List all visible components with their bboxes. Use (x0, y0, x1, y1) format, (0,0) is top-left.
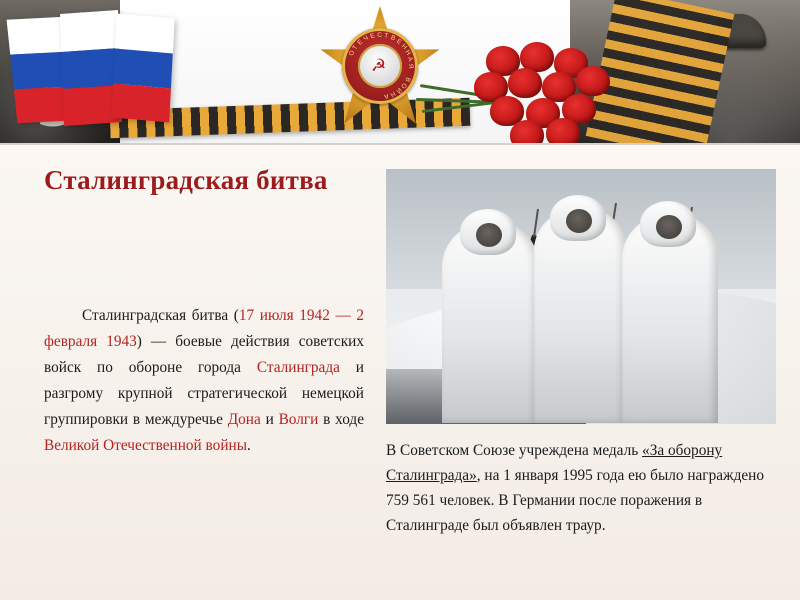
historical-photo (386, 169, 776, 424)
soldier-face (476, 223, 502, 247)
medal-ring-text: О Т Е Ч Е С Т В Е Н Н А Я В О Й Н А (348, 31, 415, 100)
paragraph-left (44, 303, 364, 459)
slide-body (0, 143, 800, 600)
carnation-icon (576, 66, 610, 96)
red-carnations-icon (430, 40, 650, 140)
para-left-lead: Сталинградская битва ( (82, 307, 239, 324)
carnation-icon (546, 118, 580, 143)
soldier-figure (534, 209, 626, 423)
soldier-face (656, 215, 682, 239)
russian-flag-icon (111, 14, 174, 123)
russian-flags-icon (6, 8, 236, 128)
para-left-river-don: Дона (227, 411, 261, 428)
para-left-end: . (246, 437, 251, 454)
para-left-river-volga: Волги (278, 411, 319, 428)
page-title: Сталинградская битва (44, 165, 328, 195)
carnation-icon (508, 68, 542, 98)
hammer-and-sickle-icon: ☭ (371, 56, 387, 76)
para-left-tail: в ходе (318, 411, 365, 428)
para-left-after-dates: ) — боевые действия советских войск по обороне города (44, 333, 364, 376)
para-left-war: Великой Отечественной войны (44, 437, 247, 454)
para-right-part2: , на 1 января 1995 года ею было награждено 759 561 человек. В Германии после поражения в Сталинграде был объявлен траур. (386, 467, 764, 534)
para-right-part1: В Советском Союзе учреждена медаль (386, 442, 643, 459)
para-left-mid: и разгрому крупной стратегической немецкой группировки в междуречье (44, 359, 364, 428)
soldier-face (566, 209, 592, 233)
para-left-city: Сталинграда (256, 359, 340, 376)
para-left-conj: и (260, 411, 279, 428)
medal-link[interactable]: «За оборону Сталинграда» (386, 442, 723, 484)
divider (0, 143, 800, 145)
carnation-icon (510, 120, 544, 143)
paragraph-right (386, 438, 776, 538)
header-banner (0, 0, 800, 143)
para-left-dates: 17 июля 1942 — 2 февраля 1943 (44, 307, 364, 350)
